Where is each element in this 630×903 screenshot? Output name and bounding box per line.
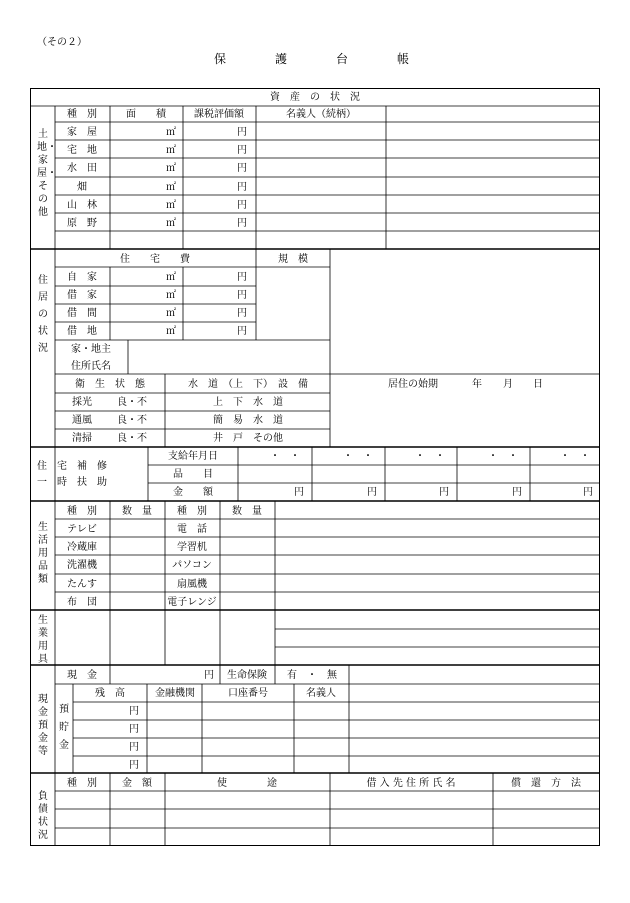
debt-col-purpose: 使 途 [217, 778, 277, 789]
debt-col-repayment: 償 還 方 法 [511, 778, 581, 789]
unit-yen: 円 [129, 760, 139, 771]
aid-date-label: 支給年月日 [168, 451, 218, 462]
debt-side-label: 負債状況 [38, 791, 48, 841]
unit-yen: 円 [237, 200, 247, 211]
aid-date-mark: ・ ・ [560, 451, 590, 462]
hygiene-light-value: 良・不 [117, 397, 147, 408]
cash-label: 現 金 [67, 670, 97, 681]
unit-yen: 円 [237, 290, 247, 301]
assets-heading: 資 産 の 状 況 [270, 92, 360, 103]
unit-yen: 円 [237, 182, 247, 193]
goods-microwave: 電子レンジ [167, 597, 217, 608]
unit-yen: 円 [237, 218, 247, 229]
unit-yen: 円 [237, 127, 247, 138]
unit-yen: 円 [512, 487, 522, 498]
aid-amount-label: 金 額 [173, 487, 213, 498]
landlord-label-2: 住所氏名 [71, 361, 111, 372]
unit-yen: 円 [204, 670, 214, 681]
month-label: 月 [503, 379, 513, 390]
day-label: 日 [533, 379, 543, 390]
housing-row-rent-land: 借 地 [67, 326, 97, 337]
unit-sqm: ㎡ [166, 127, 176, 138]
aid-date-mark: ・ ・ [270, 451, 300, 462]
goods-side-label: 生活用品類 [38, 522, 48, 585]
housing-cost-heading: 住 宅 費 [120, 254, 190, 265]
aid-date-mark: ・ ・ [415, 451, 445, 462]
title-char-1: 保 [214, 52, 227, 66]
assets-row-field: 畑 [77, 182, 87, 193]
water-sewer: 上 下 水 道 [213, 397, 283, 408]
unit-sqm: ㎡ [166, 326, 176, 337]
goods-desk: 学習机 [177, 542, 207, 553]
deposit-char-1: 預 [59, 704, 69, 715]
goods-fridge: 冷蔵庫 [67, 542, 97, 553]
aid-label-temporary: 一 時 扶 助 [37, 477, 107, 488]
unit-yen: 円 [237, 326, 247, 337]
goods-washer: 洗濯機 [67, 560, 97, 571]
debt-col-lender: 借 入 先 住 所 氏 名 [366, 778, 456, 789]
goods-futon: 布 団 [67, 597, 97, 608]
aid-date-mark: ・ ・ [488, 451, 518, 462]
water-heading: 水 道 （上 下） 設 備 [188, 379, 308, 390]
hygiene-clean: 清掃 [72, 433, 92, 444]
hygiene-light: 採光 [72, 397, 92, 408]
housing-scale-heading: 規 模 [278, 254, 308, 265]
hygiene-air: 通風 [72, 415, 92, 426]
goods-col-qty-2: 数 量 [232, 506, 262, 517]
assets-col-holder: 名義人（続柄） [286, 109, 356, 120]
goods-fan: 扇風機 [177, 579, 207, 590]
deposit-char-3: 金 [59, 740, 69, 751]
aid-date-mark: ・ ・ [343, 451, 373, 462]
assets-row-paddy: 水 田 [67, 163, 97, 174]
assets-row-forest: 山 林 [67, 200, 97, 211]
goods-col-kind: 種 別 [67, 506, 97, 517]
deposit-char-2: 貯 [59, 722, 69, 733]
aid-label-repair: 住 宅 補 修 [37, 461, 107, 472]
housing-side-label: 住居の状況 [38, 275, 48, 354]
unit-yen: 円 [129, 724, 139, 735]
assets-col-kind: 種 別 [67, 109, 97, 120]
goods-tv: テレビ [67, 524, 97, 535]
cash-side-label: 現金預金等 [38, 694, 48, 757]
unit-sqm: ㎡ [166, 308, 176, 319]
unit-sqm: ㎡ [166, 218, 176, 229]
unit-sqm: ㎡ [166, 163, 176, 174]
deposit-col-account: 口座番号 [228, 688, 268, 699]
unit-sqm: ㎡ [166, 200, 176, 211]
unit-yen: 円 [583, 487, 593, 498]
aid-item-label: 品 目 [173, 469, 213, 480]
assets-row-lot: 宅 地 [67, 145, 97, 156]
assets-col-area: 面 積 [126, 109, 166, 120]
deposit-col-bank: 金融機関 [155, 688, 195, 699]
hygiene-clean-value: 良・不 [117, 433, 147, 444]
unit-yen: 円 [439, 487, 449, 498]
unit-yen: 円 [237, 145, 247, 156]
unit-sqm: ㎡ [166, 272, 176, 283]
landlord-label-1: 家・地主 [71, 344, 111, 355]
unit-yen: 円 [129, 742, 139, 753]
year-label: 年 [472, 379, 482, 390]
assets-row-plain: 原 野 [67, 218, 97, 229]
hygiene-heading: 衛 生 状 態 [75, 379, 145, 390]
insurance-label: 生命保険 [227, 670, 267, 681]
deposit-col-balance: 残 高 [95, 688, 125, 699]
debt-col-kind: 種 別 [67, 778, 97, 789]
unit-sqm: ㎡ [166, 290, 176, 301]
tools-side-label: 生業用具 [38, 615, 48, 665]
unit-yen: 円 [367, 487, 377, 498]
unit-yen: 円 [129, 706, 139, 717]
unit-yen: 円 [237, 308, 247, 319]
housing-row-rent-house: 借 家 [67, 290, 97, 301]
unit-sqm: ㎡ [166, 182, 176, 193]
goods-pc: パソコン [172, 560, 212, 571]
unit-yen: 円 [237, 272, 247, 283]
unit-yen: 円 [294, 487, 304, 498]
insurance-yes-no: 有 ・ 無 [287, 670, 337, 681]
title-char-3: 台 [336, 52, 349, 66]
housing-row-rent-room: 借 間 [67, 308, 97, 319]
water-well: 井 戸 その他 [213, 433, 283, 444]
goods-col-kind-2: 種 別 [177, 506, 207, 517]
water-simple: 簡 易 水 道 [213, 415, 283, 426]
goods-chest: たんす [67, 579, 97, 590]
unit-yen: 円 [237, 163, 247, 174]
title-char-4: 帳 [397, 52, 410, 66]
deposit-col-holder: 名義人 [306, 688, 336, 699]
residence-start-label: 居住の始期 [388, 379, 438, 390]
sheet-number: （その２） [37, 37, 87, 48]
debt-col-amount: 金 額 [122, 778, 152, 789]
unit-sqm: ㎡ [166, 145, 176, 156]
housing-row-own: 自 家 [67, 272, 97, 283]
assets-row-house: 家 屋 [67, 127, 97, 138]
hygiene-air-value: 良・不 [117, 415, 147, 426]
title-char-2: 護 [275, 52, 288, 66]
goods-col-qty: 数 量 [122, 506, 152, 517]
assets-col-value: 課税評価額 [194, 109, 244, 120]
assets-side-label: 土地・家屋・その他 [37, 129, 57, 218]
goods-phone: 電 話 [177, 524, 207, 535]
